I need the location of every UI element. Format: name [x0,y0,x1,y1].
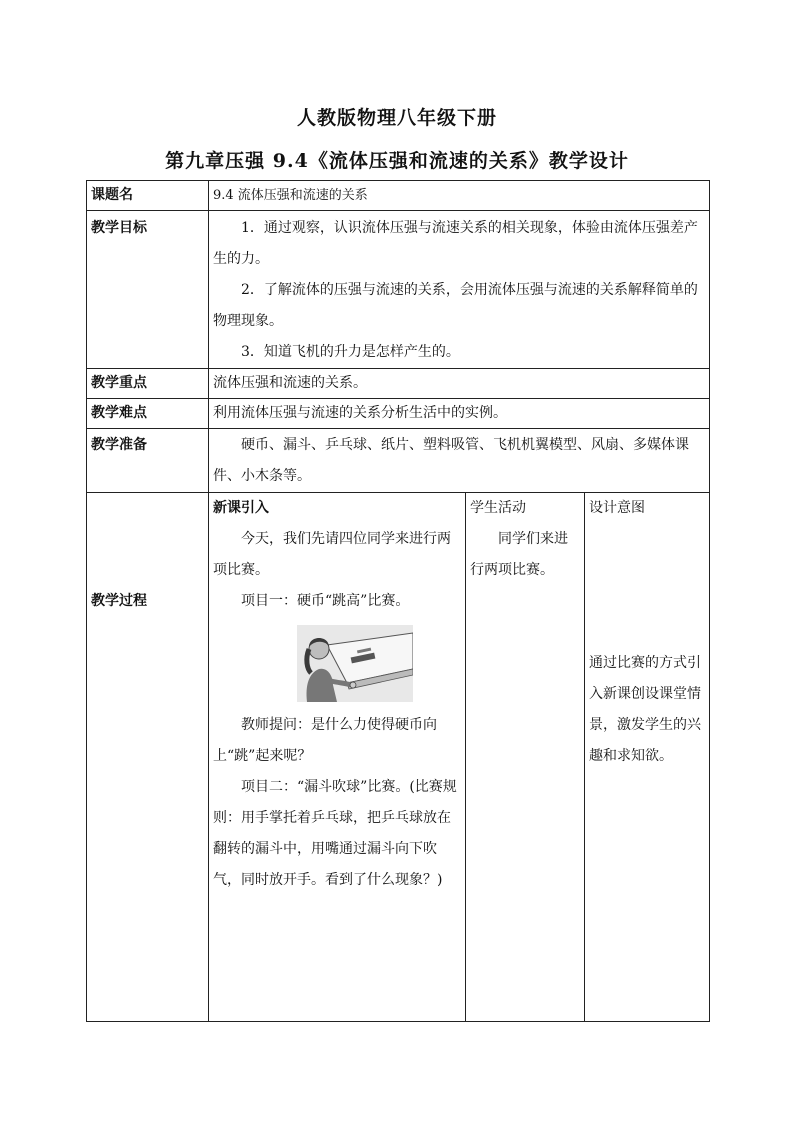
table-row [87,211,710,369]
row-label-difficulty: 教学难点 [87,399,209,429]
table-row [87,369,710,399]
coin-jump-illustration [297,625,413,702]
design-text: 通过比赛的方式引入新课创设课堂情景，激发学生的兴趣和求知欲。 [589,655,701,764]
prep-value: 硬币、漏斗、乒乓球、纸片、塑料吸管、飞机机翼模型、风扇、多媒体课件、小木条等。 [209,429,710,493]
row-label-topic: 课题名 [87,181,209,211]
row-label-key: 教学重点 [87,369,209,399]
student-heading: 学生活动 [470,500,526,516]
table-row [87,181,710,211]
item2-text: 项目二：“漏斗吹球”比赛。(比赛规则：用手掌托着乒乓球，把乒乓球放在翻转的漏斗中，用嘴通过漏斗向下吹气，同时放开手。看到了什么现象？) [213,779,457,888]
document-title: 人教版物理八年级下册 [296,107,497,129]
goal-item: 1．通过观察，认识流体压强与流速关系的相关现象，体验由流体压强差产生的力。 [213,220,698,267]
intro-text: 今天，我们先请四位同学来进行两项比赛。 [213,531,451,578]
goal-item: 3．知道飞机的升力是怎样产生的。 [241,344,460,360]
table-row [87,429,710,493]
topic-value: 9.4 流体压强和流速的关系 [209,181,710,211]
design-intent-cell [585,493,710,1022]
item1-text: 项目一：硬币“跳高”比赛。 [241,593,410,609]
row-label-goals: 教学目标 [87,211,209,369]
process-label: 教学过程 [91,593,147,609]
design-heading: 设计意图 [589,500,645,516]
intro-heading: 新课引入 [213,500,269,516]
student-text: 同学们来进行两项比赛。 [470,531,568,578]
table-row [87,493,710,1022]
lesson-plan-table [86,180,710,1022]
table-row [87,399,710,429]
process-main-cell [209,493,466,1022]
teacher-question: 教师提问：是什么力使得硬币向上“跳”起来呢？ [213,717,437,764]
row-label-process [87,493,209,1022]
difficulty-value: 利用流体压强与流速的关系分析生活中的实例。 [209,399,710,429]
goal-item: 2．了解流体的压强与流速的关系，会用流体压强与流速的关系解释简单的物理现象。 [213,282,698,329]
student-activity-cell [466,493,585,1022]
goals-cell [209,211,710,369]
row-label-prep: 教学准备 [87,429,209,493]
document-subtitle: 第九章压强 9.4《流体压强和流速的关系》教学设计 [165,150,629,172]
key-value: 流体压强和流速的关系。 [209,369,710,399]
